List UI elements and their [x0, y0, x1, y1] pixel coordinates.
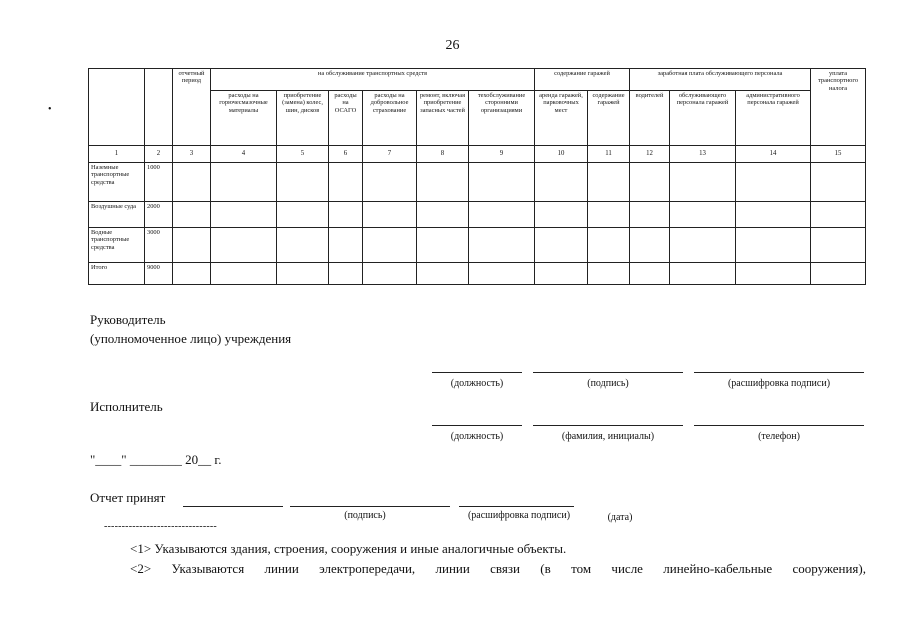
row-code: 2000 [145, 202, 173, 228]
table-row [89, 202, 866, 228]
data-cell [736, 202, 811, 228]
column-number: 12 [630, 146, 670, 163]
data-cell [630, 163, 670, 202]
head-position-caption: (должность) [450, 378, 504, 389]
header-service-third-party: техобслуживание сторонними организациями [469, 91, 535, 146]
data-cell [363, 163, 417, 202]
footnote-2: <2> Указываются линии электропередачи, линии связи (в том числе линейно-кабельные сооружения), [130, 561, 866, 576]
data-cell [417, 263, 469, 285]
header-osago: расходы на ОСАГО [329, 91, 363, 146]
header-transport-tax: уплата транспортного налога [811, 69, 866, 146]
header-staff-salary: заработная плата обслуживающего персонала [630, 69, 811, 91]
header-blank-name [89, 69, 145, 146]
data-cell [469, 263, 535, 285]
executor-title: Исполнитель [90, 399, 163, 414]
header-garage-rent: аренда гаражей, парковочных мест [535, 91, 588, 146]
data-cell [469, 202, 535, 228]
header-tires: приобретение (замена) колес, шин, дисков [277, 91, 329, 146]
header-period: отчетный период [173, 69, 211, 146]
data-cell [535, 202, 588, 228]
data-cell [329, 163, 363, 202]
footnote-1: <1> Указываются здания, строения, сооружения и иные аналогичные объекты. [130, 541, 567, 556]
accepted-label: Отчет принят [90, 490, 166, 505]
header-fuel: расходы на горючесмазочные материалы [211, 91, 277, 146]
accepted-date-caption: (дата) [607, 512, 633, 523]
data-cell [670, 202, 736, 228]
data-cell [535, 263, 588, 285]
data-cell [211, 228, 277, 263]
data-cell [736, 263, 811, 285]
accepted-decoding-line [459, 506, 574, 507]
data-cell [535, 228, 588, 263]
data-cell [277, 163, 329, 202]
data-cell [363, 263, 417, 285]
data-cell [469, 228, 535, 263]
table-row [89, 163, 866, 202]
page-number: 26 [445, 38, 460, 53]
data-cell [417, 202, 469, 228]
data-cell [211, 263, 277, 285]
data-cell [630, 202, 670, 228]
data-cell [736, 163, 811, 202]
accepted-signature-caption: (подпись) [344, 510, 386, 521]
head-decoding-line [694, 372, 864, 373]
data-cell [535, 163, 588, 202]
data-cell [417, 228, 469, 263]
table-row [89, 228, 866, 263]
row-name: Наземные транспортные средства [89, 163, 145, 202]
head-subtitle: (уполномоченное лицо) учреждения [90, 331, 292, 346]
expense-report-table [88, 68, 866, 285]
table-row [89, 263, 866, 285]
column-number: 4 [211, 146, 277, 163]
header-drivers: водителей [630, 91, 670, 146]
data-cell [173, 202, 211, 228]
data-cell [329, 228, 363, 263]
column-number-row [89, 146, 866, 163]
executor-name-line [533, 425, 683, 426]
data-cell [329, 263, 363, 285]
data-cell [469, 163, 535, 202]
column-number: 14 [736, 146, 811, 163]
data-cell [211, 202, 277, 228]
header-garage-upkeep: содержание гаражей [588, 91, 630, 146]
header-transport-service: на обслуживание транспортных средств [211, 69, 535, 91]
data-cell [736, 228, 811, 263]
data-cell [173, 163, 211, 202]
data-cell [630, 263, 670, 285]
data-cell [417, 163, 469, 202]
executor-phone-caption: (телефон) [758, 431, 800, 442]
accepted-decoding-caption: (расшифровка подписи) [467, 510, 571, 521]
column-number: 3 [173, 146, 211, 163]
data-cell [811, 228, 866, 263]
column-number: 11 [588, 146, 630, 163]
header-garage-maintenance: содержание гаражей [535, 69, 630, 91]
executor-position-caption: (должность) [450, 431, 504, 442]
accepted-extra-line [183, 506, 283, 507]
head-signature-line [533, 372, 683, 373]
executor-position-line [432, 425, 522, 426]
data-cell [670, 263, 736, 285]
row-code: 3000 [145, 228, 173, 263]
data-cell [811, 263, 866, 285]
date-line: "____" ________ 20__ г. [90, 452, 222, 467]
data-cell [173, 263, 211, 285]
data-cell [329, 202, 363, 228]
bullet-mark: • [48, 104, 52, 115]
column-number: 7 [363, 146, 417, 163]
row-name: Итого [89, 263, 145, 285]
data-cell [363, 202, 417, 228]
data-cell [670, 228, 736, 263]
data-cell [811, 163, 866, 202]
head-signature-caption: (подпись) [587, 378, 629, 389]
column-number: 9 [469, 146, 535, 163]
data-cell [173, 228, 211, 263]
header-repair: ремонт, включая приобретение запасных частей [417, 91, 469, 146]
data-cell [211, 163, 277, 202]
head-title: Руководитель [90, 312, 166, 327]
data-cell [588, 202, 630, 228]
footnote-separator: -------------------------------- [104, 521, 217, 532]
column-number: 2 [145, 146, 173, 163]
header-admin-staff: административного персонала гаражей [736, 91, 811, 146]
data-cell [588, 263, 630, 285]
data-cell [363, 228, 417, 263]
data-cell [630, 228, 670, 263]
row-code: 1000 [145, 163, 173, 202]
row-code: 9000 [145, 263, 173, 285]
column-number: 15 [811, 146, 866, 163]
header-blank-code [145, 69, 173, 146]
column-number: 8 [417, 146, 469, 163]
column-number: 10 [535, 146, 588, 163]
head-position-line [432, 372, 522, 373]
header-service-staff: обслуживающего персонала гаражей [670, 91, 736, 146]
row-name: Воздушные суда [89, 202, 145, 228]
column-number: 1 [89, 146, 145, 163]
header-voluntary-insurance: расходы на добровольное страхование [363, 91, 417, 146]
data-cell [277, 263, 329, 285]
column-number: 13 [670, 146, 736, 163]
column-number: 6 [329, 146, 363, 163]
data-cell [670, 163, 736, 202]
data-cell [588, 228, 630, 263]
data-cell [277, 228, 329, 263]
column-number: 5 [277, 146, 329, 163]
executor-phone-line [694, 425, 864, 426]
data-cell [811, 202, 866, 228]
data-cell [588, 163, 630, 202]
accepted-signature-line [290, 506, 450, 507]
head-decoding-caption: (расшифровка подписи) [727, 378, 831, 389]
data-cell [277, 202, 329, 228]
executor-name-caption: (фамилия, инициалы) [561, 431, 655, 442]
row-name: Водные транспортные средства [89, 228, 145, 263]
